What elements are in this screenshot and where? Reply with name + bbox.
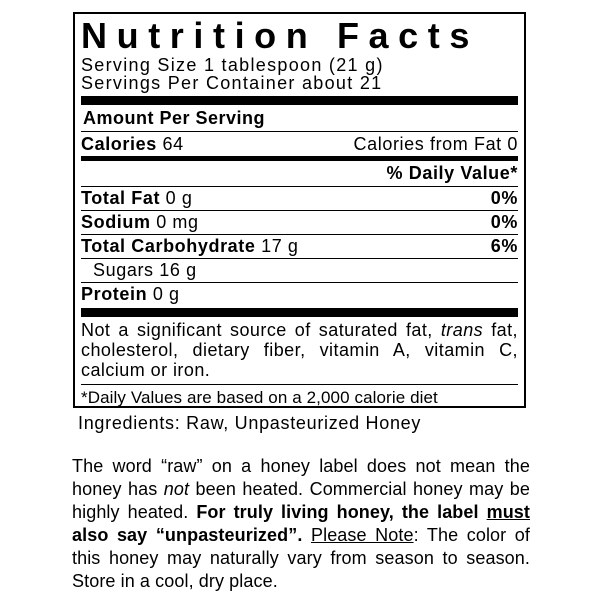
divider-thick xyxy=(81,96,518,105)
footnote-trans: trans xyxy=(440,320,484,340)
note-bold1: For truly living honey, the label xyxy=(196,502,487,522)
calories-from-fat: Calories from Fat 0 xyxy=(353,133,518,154)
nutrient-amount: 0 mg xyxy=(156,212,199,232)
nutrient-name: Sodium xyxy=(81,212,151,232)
note-bold2: also say “unpasteurized”. xyxy=(72,525,303,545)
nutrient-name-group xyxy=(81,284,180,305)
nutrient-name: Sugars xyxy=(93,260,154,280)
calories-value: 64 xyxy=(162,133,184,154)
nutrient-name-group xyxy=(93,260,197,281)
note-please-note: Please Note xyxy=(310,525,414,545)
calories-group xyxy=(81,134,184,155)
servings-per-container: Servings Per Container about 21 xyxy=(81,73,383,93)
note-p3: : The color of this honey may naturally vary from season to season. Store in a cool, dry place. xyxy=(72,525,530,591)
footnote-part2: fat, cholesterol, dietary fiber, vitamin A, vitamin C, calcium or iron. xyxy=(81,320,519,380)
ingredients: Ingredients: Raw, Unpasteurized Honey xyxy=(78,413,422,433)
note-not: not xyxy=(163,479,190,499)
nutrition-facts-label xyxy=(73,12,526,408)
nutrient-name: Total Fat xyxy=(81,188,161,208)
nutrient-row-protein xyxy=(81,283,518,306)
label-title: Nutrition Facts xyxy=(81,15,480,56)
nutrient-name-group xyxy=(81,236,299,257)
divider-thick xyxy=(81,308,518,317)
nutrient-amount: 0 g xyxy=(152,284,180,304)
nutrient-name: Protein xyxy=(81,284,148,304)
daily-value-header xyxy=(81,161,518,186)
nutrient-dv: 0% xyxy=(490,188,518,208)
note-must: must xyxy=(486,502,530,522)
nutrient-name: Total Carbohydrate xyxy=(81,236,256,256)
raw-honey-note xyxy=(72,455,530,593)
serving-size: Serving Size 1 tablespoon (21 g) xyxy=(81,55,384,75)
note-p1: The word “raw” on a honey label does not mean the honey has xyxy=(72,456,530,499)
nutrient-amount: 17 g xyxy=(261,236,299,256)
calories-row xyxy=(81,132,518,156)
nutrient-name-group xyxy=(81,188,193,209)
footnote-part1: Not a significant source of saturated fat, xyxy=(81,320,441,340)
calories-label: Calories xyxy=(81,133,157,154)
nutrient-row-total-carbohydrate xyxy=(81,235,518,258)
nutrient-amount: 0 g xyxy=(165,188,193,208)
nutrient-row-sodium xyxy=(81,211,518,234)
vitamin-footnote xyxy=(81,317,518,384)
nutrient-row-total-fat xyxy=(81,187,518,210)
note-p2: been heated. Commercial honey may be highly heated. xyxy=(72,479,530,522)
daily-value-header-text: % Daily Value* xyxy=(386,163,518,183)
nutrient-name-group xyxy=(81,212,199,233)
amount-per-serving: Amount Per Serving xyxy=(83,107,266,128)
daily-values-note: *Daily Values are based on a 2,000 calorie diet xyxy=(81,388,438,407)
nutrient-row-sugars xyxy=(81,259,518,282)
nutrient-dv: 0% xyxy=(490,212,518,232)
nutrient-amount: 16 g xyxy=(159,260,197,280)
nutrient-dv: 6% xyxy=(490,236,518,256)
